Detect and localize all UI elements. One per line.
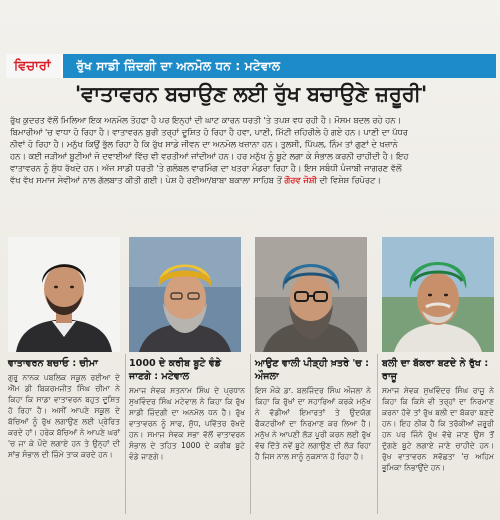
reporter-name: ਗੌਰਵ ਜੋਸ਼ੀ xyxy=(284,175,317,185)
article-line: ਹਨ। ਕਈ ਜੜੀਆਂ ਬੂਟੀਆਂ ਜੋ ਦਵਾਈਆਂ ਵਿੱਚ ਵੀ ਵਰਤੀਆਂ ਜਾਂਦੀਆਂ ਹਨ। ਹਰ ਮਨੁੱਖ ਨੂੰ ਬੂਟੇ ਲਗਾ ਕੇ ਸੰਭਾਲ ਕਰਨੀ ਚਾਹੀਦੀ ਹੈ। ਇਹ xyxy=(10,151,409,161)
column-heading: 1000 ਦੇ ਕਰੀਬ ਬੂਟੇ ਵੰਡੇ ਜਾਣਗੇ : ਮਟੇਵਾਲ xyxy=(129,358,222,382)
column-aujla xyxy=(255,354,371,462)
column-raju xyxy=(382,354,494,473)
report-suffix: ਦੀ ਵਿਸ਼ੇਸ਼ ਰਿਪੋਰਟ। xyxy=(316,175,381,185)
photo-matewal xyxy=(129,237,241,352)
column-divider xyxy=(125,354,126,514)
column-divider xyxy=(377,354,378,514)
column-text: ਸਮਾਜ ਸੇਵਕ ਸੁਖਵਿੰਦਰ ਸਿੰਘ ਰਾਜੂ ਨੇ ਕਿਹਾ ਕਿ ਕਿਸੇ ਵੀ ਤਰ੍ਹਾਂ ਦਾ ਨਿਰਮਾਣ ਕਰਨਾ ਹੋਵੇ ਤਾਂ ਰੁੱਖ ਬਲੀ ਦਾ ਬੱਕਰਾ ਬਣਦੇ ਹਨ। ਇਹ ਠੀਕ ਹੈ ਕਿ ਤਰੱਕੀਆਂ ਜ਼ਰੂਰੀ ਹਨ ਪਰ ਜਿੰਨੇ ਰੁੱਖ ਵੱਢੇ ਜਾਣ ਉਸ ਤੋਂ ਦੁੱਗਣੇ ਬੂਟੇ ਲਗਾਏ ਜਾਣੇ ਚਾਹੀਦੇ ਹਨ। ਰੁੱਖ ਵਾਤਾਵਰਨ ਸਵੱਛਤਾ 'ਚ ਅਹਿਮ ਭੂਮਿਕਾ ਨਿਭਾਉਂਦੇ ਹਨ। xyxy=(382,386,494,472)
column-text: ਇਸ ਮੌਕੇ ਡਾ. ਬਲਜਿੰਦਰ ਸਿੰਘ ਔਜਲਾ ਨੇ ਕਿਹਾ ਕਿ ਰੁੱਖਾਂ ਦਾ ਸਹਾਰਿਆਂ ਕਰਕੇ ਮਨੁੱਖ ਨੇ ਵੱਡੀਆਂ ਇਮਾਰਤਾਂ ਤੇ ਉਦਯੋਗ ਫੈਕਟਰੀਆਂ ਦਾ ਨਿਰਮਾਣ ਕਰ ਲਿਆ ਹੈ। ਮਨੁੱਖ ਨੇ ਆਪਣੀ ਲੋੜ ਪੂਰੀ ਕਰਨ ਲਈ ਰੁੱਖ ਵੱਢ ਦਿੱਤੇ ਨਵੇਂ ਬੂਟੇ ਲਗਾਉਣ ਦੀ ਲੋੜ ਰਿਹਾ ਹੈ ਜਿਸ ਨਾਲ ਸਾਨੂੰ ਨੁਕਸਾਨ ਹੋ ਰਿਹਾ ਹੈ। xyxy=(255,386,371,461)
photo-raju xyxy=(382,237,494,352)
section-tab xyxy=(6,54,63,78)
section-header-band xyxy=(6,54,496,78)
header-title: ਰੁੱਖ ਸਾਡੀ ਜ਼ਿੰਦਗੀ ਦਾ ਅਨਮੋਲ ਧਨ : ਮਟੇਵਾਲ xyxy=(76,58,281,73)
article-line-last xyxy=(10,174,492,186)
photo-strip xyxy=(8,237,494,352)
photo-chima xyxy=(8,237,120,352)
article-line: ਬਿਮਾਰੀਆਂ 'ਚ ਵਾਧਾ ਹੋ ਰਿਹਾ ਹੈ। ਵਾਤਾਵਰਨ ਬੁਰੀ ਤਰ੍ਹਾਂ ਦੂਸ਼ਿਤ ਹੋ ਰਿਹਾ ਹੈ ਹਵਾ, ਪਾਣੀ, ਮਿੱਟੀ ਜ਼ਹਿਰੀਲੇ ਹੋ ਗਏ ਹਨ। ਪਾਣੀ ਦਾ ਪੱਧਰ xyxy=(10,127,408,137)
column-heading: ਬਲੀ ਦਾ ਬੱਕਰਾ ਬਣਦੇ ਨੇ ਰੁੱਖ : ਰਾਜੂ xyxy=(382,358,489,382)
column-chima xyxy=(8,354,120,460)
article-intro xyxy=(10,114,492,186)
column-heading: ਆਉਣ ਵਾਲੀ ਪੀੜ੍ਹੀ ਖ਼ਤਰੇ 'ਚ : ਔਜਲਾ xyxy=(255,358,369,382)
column-text: ਗੁਰੂ ਨਾਨਕ ਪਬਲਿਕ ਸਕੂਲ ਰਈਆ ਦੇ ਐੱਮ ਡੀ ਬਿਕਰਮਜੀਤ ਸਿੰਘ ਚੀਮਾ ਨੇ ਕਿਹਾ ਕਿ ਸਾਡਾ ਵਾਤਾਵਰਨ ਬਹੁਤ ਦੂਸ਼ਿਤ ਹੋ ਰਿਹਾ ਹੈ। ਅਸੀਂ ਆਪਣੇ ਸਕੂਲ ਦੇ ਬੱਚਿਆਂ ਨੂੰ ਰੁੱਖ ਲਗਾਉਣ ਲਈ ਪ੍ਰੇਰਿਤ ਕਰਦੇ ਹਾਂ। ਹਰੇਕ ਬੱਚਿਆਂ ਨੇ ਆਪਣੇ ਘਰਾਂ 'ਚ ਜਾ ਕੇ ਪੌਦੇ ਲਗਾਏ ਹਨ ਤੇ ਉਨ੍ਹਾਂ ਦੀ ਸਾਂਭ ਸੰਭਾਲ ਦੀ ਜ਼ਿੰਮੇ ਤਾਕ ਕਰਦੇ ਹਨ। xyxy=(8,373,120,459)
article-line: ਵਾਤਾਵਰਨ ਨੂੰ ਸ਼ੁੱਧ ਰੱਖਦੇ ਹਨ। ਅੱਜ ਸਾਡੀ ਧਰਤੀ 'ਤੇ ਗਲੋਬਲ ਵਾਰਮਿੰਗ ਦਾ ਖਤਰਾ ਮੰਡਰਾ ਰਿਹਾ ਹੈ। ਇਸ ਸਬੰਧੀ ਪੰਜਾਬੀ ਜਾਗਰਣ ਵੱਲੋਂ xyxy=(10,163,402,173)
column-text: ਸਮਾਜ ਸੇਵਕ ਸਤਨਾਮ ਸਿੰਘ ਦੇ ਪ੍ਰਧਾਨ ਸੁਖਵਿੰਦਰ ਸਿੰਘ ਮਟੇਵਾਲ ਨੇ ਕਿਹਾ ਕਿ ਰੁੱਖ ਸਾਡੀ ਜ਼ਿੰਦਗੀ ਦਾ ਅਨਮੋਲ ਧਨ ਹੈ। ਰੁੱਖ ਵਾਤਾਵਰਨ ਨੂੰ ਸਾਫ, ਸ਼ੁੱਧ, ਪਵਿੱਤਰ ਰੱਖਦੇ ਹਨ। ਸਮਾਜ ਸੇਵਕ ਸਭਾ ਵੱਲੋਂ ਵਾਤਾਵਰਨ ਸੰਭਾਲ ਦੇ ਤਹਿਤ 1000 ਦੇ ਕਰੀਬ ਬੂਟੇ ਵੰਡੇ ਜਾਣਗੇ। xyxy=(129,386,245,461)
section-label: ਵਿਚਾਰਾਂ xyxy=(14,58,51,74)
column-matewal xyxy=(129,354,245,462)
article-line: ਵੱਖ ਵੱਖ ਸਮਾਜ ਸੇਵੀਆਂ ਨਾਲ ਗੱਲਬਾਤ ਕੀਤੀ ਗਈ। ਪੇਸ਼ ਹੈ ਰਈਆ/ਬਾਬਾ ਬਕਾਲਾ ਸਾਹਿਬ ਤੋਂ xyxy=(10,175,282,185)
headline: 'ਵਾਤਾਵਰਨ ਬਚਾਉਣ ਲਈ ਰੁੱਖ ਬਚਾਉਣੇ ਜ਼ਰੂਰੀ' xyxy=(74,82,428,106)
column-divider xyxy=(250,354,251,514)
article-line: ਰੁੱਖ ਕੁਦਰਤ ਵੱਲੋਂ ਮਿਲਿਆ ਇਕ ਅਨਮੋਲ ਤੋਹਫਾ ਹੈ ਪਰ ਇਨ੍ਹਾਂ ਦੀ ਘਾਟ ਕਾਰਨ ਧਰਤੀ 'ਤੇ ਤਪਸ਼ ਵਧ ਰਹੀ ਹੈ। ਮੌਸਮ ਬਦਲ ਰਹੇ ਹਨ। xyxy=(10,115,402,125)
article-line: ਨੀਵਾਂ ਹੋ ਰਿਹਾ ਹੈ। ਮਨੁੱਖ ਕਿਉਂ ਭੁੱਲ ਰਿਹਾ ਹੈ ਕਿ ਰੁੱਖ ਸਾਡੇ ਜੀਵਨ ਦਾ ਅਨਮੋਲ ਖਜ਼ਾਨਾ ਹਨ। ਤੁਲਸੀ, ਪਿੱਪਲ, ਨਿੰਮ ਤਾਂ ਗੁਣਾਂ ਦੇ ਖਜ਼ਾਨੇ xyxy=(10,139,398,149)
column-heading: ਵਾਤਾਵਰਨ ਬਚਾਓ : ਚੀਮਾ xyxy=(8,358,98,369)
photo-aujla xyxy=(255,237,367,352)
